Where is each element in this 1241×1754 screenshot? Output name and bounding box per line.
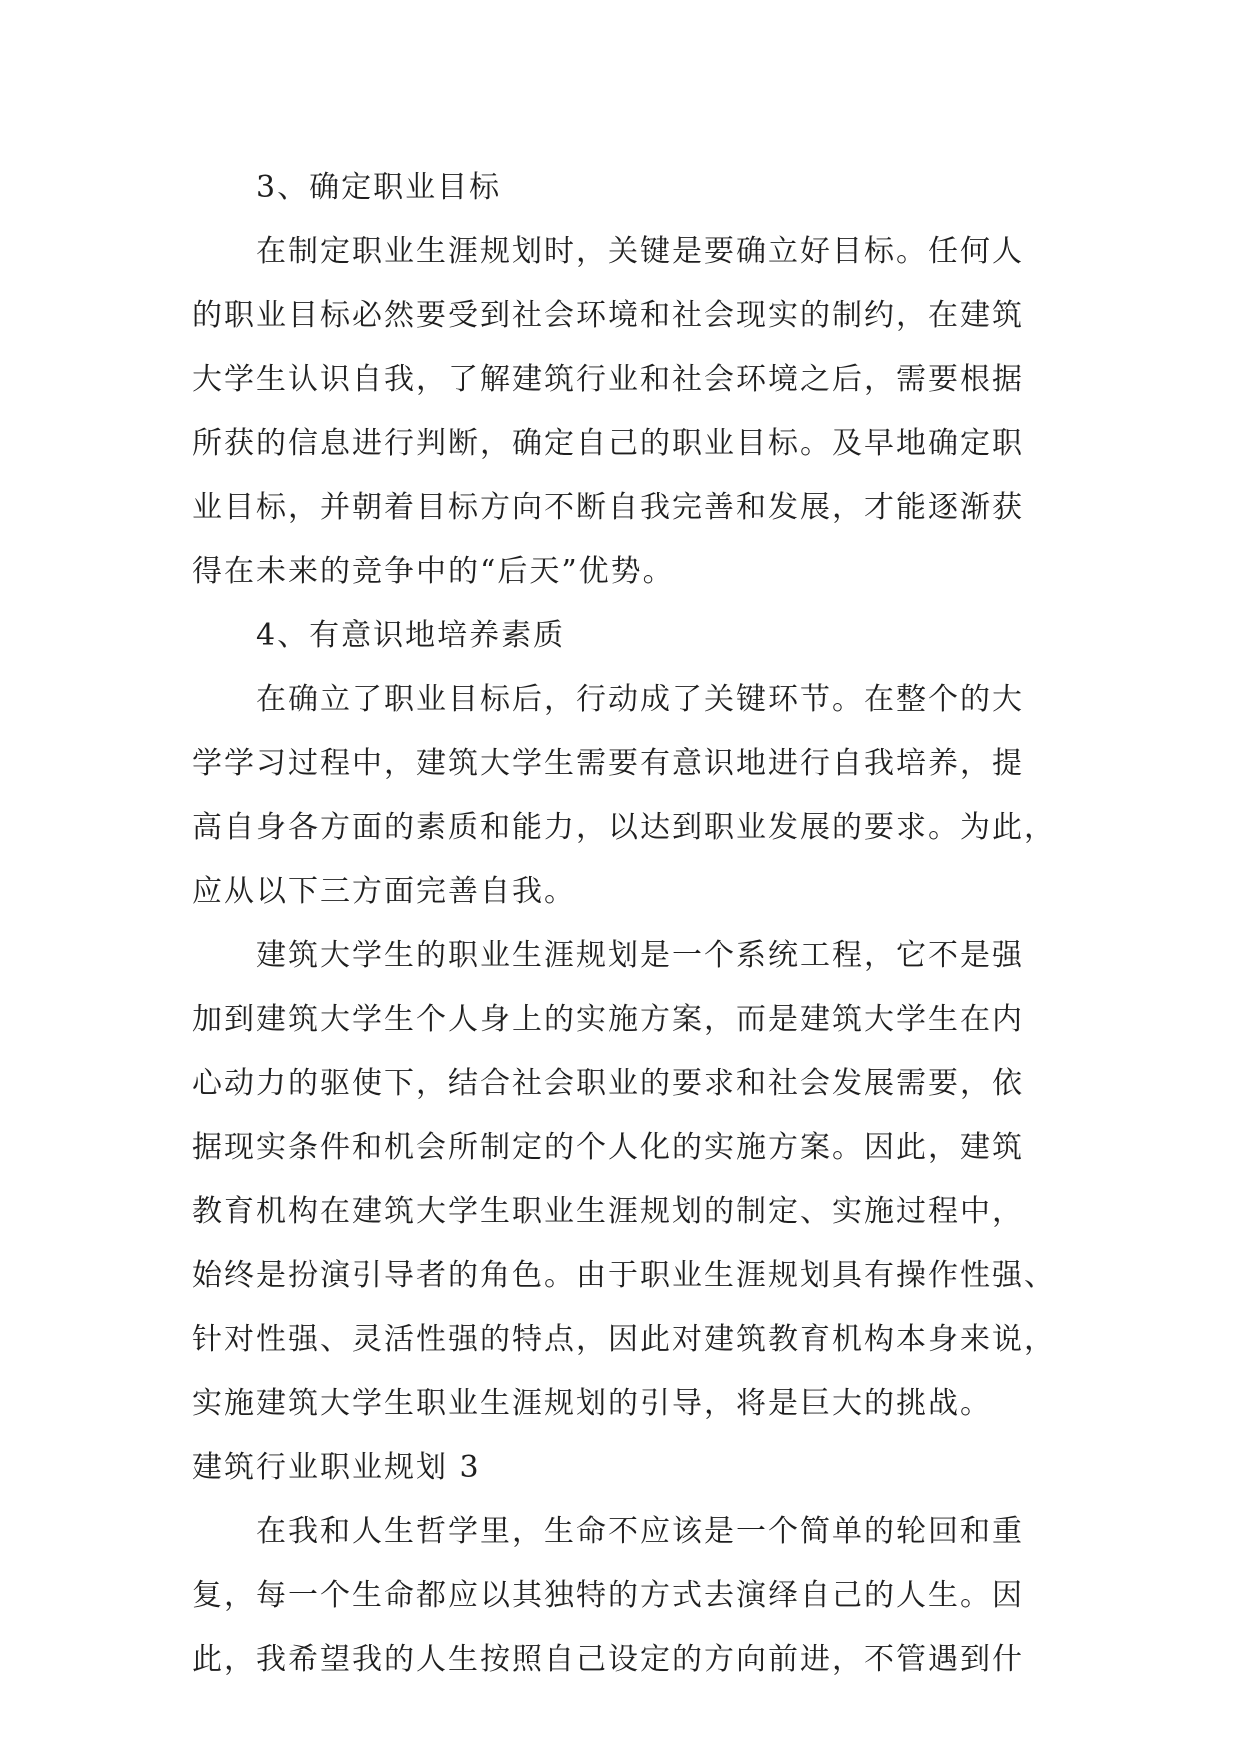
paragraph-line: 大学生认识自我，了解建筑行业和社会环境之后，需要根据 [192, 362, 1024, 397]
paragraph-line: 得在未来的竞争中的“后天”优势。 [192, 554, 675, 589]
document-body [192, 156, 1057, 1692]
paragraph-line: 心动力的驱使下，结合社会职业的要求和社会发展需要，依 [192, 1066, 1024, 1101]
paragraph-line: 学学习过程中，建筑大学生需要有意识地进行自我培养，提 [192, 746, 1024, 781]
paragraph-line: 此，我希望我的人生按照自己设定的方向前进，不管遇到什 [192, 1642, 1024, 1677]
paragraph-line: 高自身各方面的素质和能力，以达到职业发展的要求。为此， [192, 810, 1056, 845]
paragraph-line: 业目标，并朝着目标方向不断自我完善和发展，才能逐渐获 [192, 490, 1024, 525]
paragraph-line: 实施建筑大学生职业生涯规划的引导，将是巨大的挑战。 [192, 1386, 992, 1421]
paragraph-line: 所获的信息进行判断，确定自己的职业目标。及早地确定职 [192, 426, 1024, 461]
paragraph-line: 教育机构在建筑大学生职业生涯规划的制定、实施过程中， [192, 1194, 1024, 1229]
paragraph-line: 的职业目标必然要受到社会环境和社会现实的制约，在建筑 [192, 298, 1024, 333]
paragraph-line: 在制定职业生涯规划时，关键是要确立好目标。任何人 [256, 234, 1024, 269]
paragraph-line: 加到建筑大学生个人身上的实施方案，而是建筑大学生在内 [192, 1002, 1024, 1037]
paragraph-line: 在确立了职业目标后，行动成了关键环节。在整个的大 [256, 682, 1024, 717]
paragraph-line: 始终是扮演引导者的角色。由于职业生涯规划具有操作性强、 [192, 1258, 1056, 1293]
section-heading-4: 4、有意识地培养素质 [256, 618, 566, 653]
paragraph-line: 建筑大学生的职业生涯规划是一个系统工程，它不是强 [256, 938, 1024, 973]
paragraph-line: 应从以下三方面完善自我。 [192, 874, 576, 909]
section-heading-3: 3、确定职业目标 [256, 170, 502, 205]
paragraph-line: 在我和人生哲学里，生命不应该是一个简单的轮回和重 [256, 1514, 1024, 1549]
document-subtitle: 建筑行业职业规划 3 [192, 1450, 481, 1485]
paragraph-line: 复，每一个生命都应以其独特的方式去演绎自己的人生。因 [192, 1578, 1024, 1613]
paragraph-line: 据现实条件和机会所制定的个人化的实施方案。因此，建筑 [192, 1130, 1024, 1165]
paragraph-line: 针对性强、灵活性强的特点，因此对建筑教育机构本身来说， [192, 1322, 1056, 1357]
